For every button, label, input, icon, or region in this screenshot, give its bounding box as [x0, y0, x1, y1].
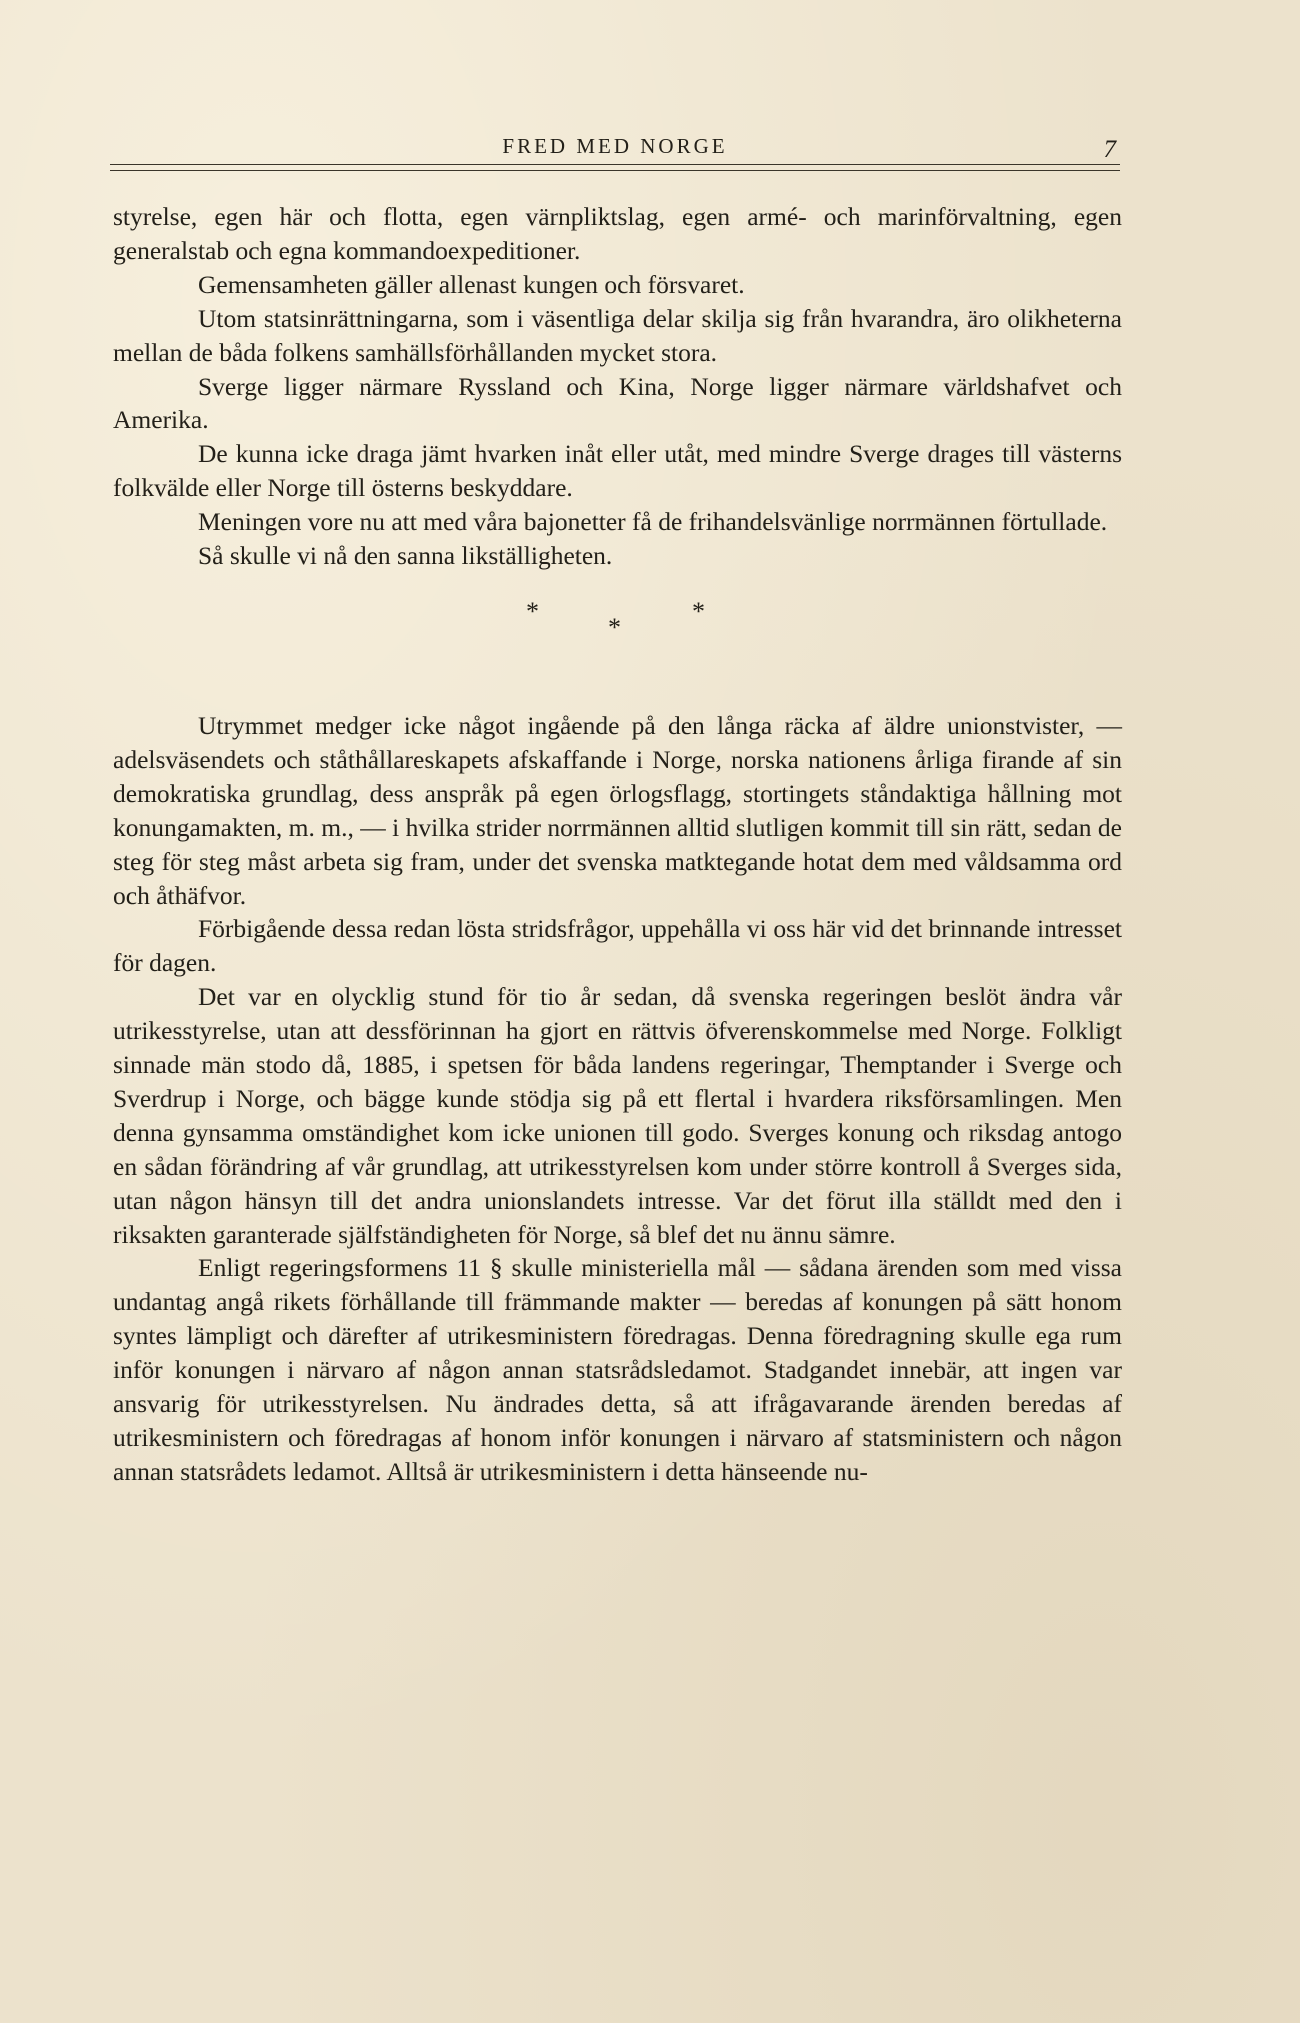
- paragraph: Utom statsinrättningarna, som i väsentliga delar skilja sig från hvarandra, äro olikheterna mellan de båda folkens samhällsförhållanden mycket stora.: [113, 303, 1122, 367]
- running-title: FRED MED NORGE: [502, 134, 728, 158]
- paragraph: styrelse, egen här och flotta, egen värnpliktslag, egen armé- och marinförvaltning, egen generalstab och egna kommandoexpeditioner.: [113, 202, 1122, 265]
- section-asterism: [113, 573, 1122, 709]
- paragraph: Förbigående dessa redan lösta stridsfrågor, uppehålla vi oss här vid det brinnande intresset för dagen.: [113, 914, 1122, 978]
- paragraph: Enligt regeringsformens 11 § skulle ministeriella mål — sådana ärenden som med vissa undantag angå rikets förhållande till främmande makter — beredas af konungen på sätt honom syntes lämpligt och därefter af utrikesministern föredragas. Denna föredragning skulle ega rum inför konungen i närvaro af någon annan statsrådsledamot. Stadgandet innebär, att ingen var ansvarig för utrikesstyrelsen. Nu ändrades detta, så att ifrågavarande ärenden beredas af utrikesministern och föredragas af honom inför konungen i närvaro af statsministern och någon annan statsrådets ledamot. Alltså är utrikesministern i detta hänseende nu-: [113, 1253, 1122, 1486]
- running-head: [110, 128, 1120, 168]
- header-rule-bottom: [110, 170, 1120, 171]
- asterism-star: *: [608, 612, 621, 642]
- asterism-star: *: [526, 596, 539, 626]
- header-rule-top: [110, 164, 1120, 165]
- paragraph: De kunna icke draga jämt hvarken inåt eller utåt, med mindre Sverge drages till västerns folkvälde eller Norge till österns beskyddare.: [113, 439, 1122, 503]
- body-text: [113, 200, 1122, 1489]
- paragraph: Det var en olycklig stund för tio år sedan, då svenska regeringen beslöt ändra vår utrikesstyrelse, utan att dessförinnan ha gjort en rättvis öfverenskommelse med Norge. Folkligt sinnade män stodo då, 1885, i spetsen för båda landens regeringar, Themptander i Sverge och Sverdrup i Norge, och bägge kunde stödja sig på ett flertal i hvardera riksförsamlingen. Men denna gynsamma omständighet kom icke unionen till godo. Sverges konung och riksdag antogo en sådan förändring af vår grundlag, att utrikesstyrelsen kom under större kontroll å Sverges sida, utan någon hänsyn till det andra unionslandets intresse. Var det förut illa ställdt med den i riksakten garanterade själfständigheten för Norge, så blef det nu ännu sämre.: [113, 982, 1122, 1249]
- asterism-star: *: [692, 596, 705, 626]
- paragraph: Så skulle vi nå den sanna likställigheten.: [198, 541, 613, 571]
- paragraph: Meningen vore nu att med våra bajonetter få de frihandelsvänlige norrmännen förtullade.: [198, 507, 1108, 537]
- page-number: 7: [1103, 136, 1116, 163]
- paragraph: Gemensamheten gäller allenast kungen och försvaret.: [198, 269, 745, 299]
- paragraph: Sverge ligger närmare Ryssland och Kina, Norge ligger närmare världshafvet och Amerika.: [113, 371, 1122, 435]
- paragraph: Utrymmet medger icke något ingående på den långa räcka af äldre unionstvister, — adelsväsendets och ståthållareskapets afskaffande i Norge, norska nationens årliga firande af sin demokratiska grundlag, dess anspråk på egen örlogsflagg, stortingets ståndaktiga hållning mot konungamakten, m. m., — i hvilka strider norrmännen alltid slutligen kommit till sin rätt, sedan de steg för steg måst arbeta sig fram, under det svenska matktegande hotat dem med våldsamma ord och åthäfvor.: [113, 710, 1122, 910]
